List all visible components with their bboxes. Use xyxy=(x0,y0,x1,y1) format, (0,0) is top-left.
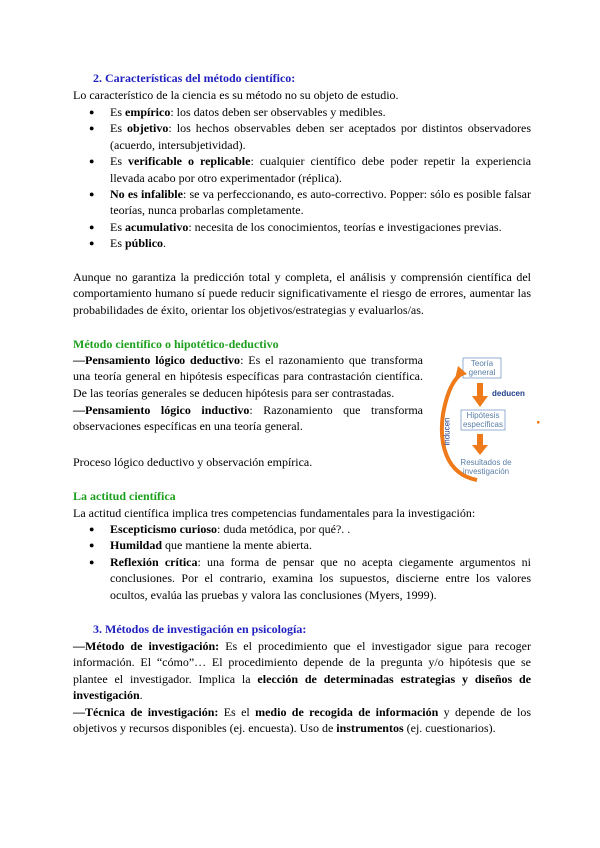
actitud-heading: La actitud científica xyxy=(73,489,176,503)
deductive-diagram xyxy=(437,352,549,490)
arrow-down-1-head xyxy=(472,396,488,407)
section-2-intro: Lo característico de la ciencia es su método no su objeto de estudio. xyxy=(73,88,399,102)
arrow-down-2-head xyxy=(472,445,488,455)
dot-marker xyxy=(537,421,540,424)
list-item: ● Es acumulativo: necesita de los conocimientos, teorías e investigaciones previas. xyxy=(73,219,531,235)
list-item: ● No es infalible: se va perfeccionando, es auto-correctivo. Popper: sólo es posible falsar teorías, nunca probarlas completamente. xyxy=(73,186,531,219)
list-item: ● Es público. xyxy=(73,235,531,251)
node-results: Resultados de investigación xyxy=(460,458,512,476)
label-deducen: deducen xyxy=(492,389,525,398)
list-item: ● Humildad que mantiene la mente abierta. xyxy=(73,537,531,553)
metodo-inductivo: —Pensamiento lógico inductivo: Razonamiento que transforma observaciones específicas en una teoría general. xyxy=(73,403,423,434)
metodo-investigacion-paragraph: —Método de investigación: Es el procedimiento que el investigador sigue para recoger información. El “cómo”… El procedimiento depende de la pregunta y/o hipótesis que se plantee el investigador. Implica la elección de determinadas estrategias y diseños de investigación. xyxy=(73,639,531,703)
list-item: ● Es objetivo: los hechos observables deben ser aceptados por distintos observadores (acuerdo, intersubjetividad). xyxy=(73,120,531,153)
node-hypothesis: Hipótesis específicas xyxy=(462,411,504,429)
tecnica-investigacion-paragraph: —Técnica de investigación: Es el medio de recogida de información y depende de los objetivos y recursos disponibles (ej. encuesta). Uso de instrumentos (ej. cuestionarios). xyxy=(73,705,532,736)
section-3-heading: 3. Métodos de investigación en psicología: xyxy=(93,622,307,636)
arrow-down-2 xyxy=(477,434,483,446)
actitud-intro: La actitud científica implica tres competencias fundamentales para la investigación: xyxy=(73,506,476,520)
metodo-deductivo: —Pensamiento lógico deductivo: Es el razonamiento que transforma una teoría general en hipótesis específicas para contrastación científica. De las teorías generales se deducen hipótesis para ser contrastadas. xyxy=(73,353,423,400)
characteristics-list xyxy=(73,104,531,252)
list-item: ● Reflexión crítica: una forma de pensar que no acepta ciegamente argumentos ni conclusiones. Por el contrario, examina los supuestos, discierne entre los valores ocultos, evalúa las pruebas y valora las conclusiones (Myers, 1999). xyxy=(73,554,531,603)
list-item: ● Es empírico: los datos deben ser observables y medibles. xyxy=(73,104,531,120)
section-2-paragraph: Aunque no garantiza la predicción total y completa, el análisis y comprensión científica del comportamiento humano sí puede reducir significativamente el riesgo de errores, aumentar las probabilidades de éxito, orientar los objetivos/estrategias y evaluarlos/as. xyxy=(73,270,531,317)
metodo-proceso: Proceso lógico deductivo y observación empírica. xyxy=(73,455,313,469)
list-item: ● Escepticismo curioso: duda metódica, por qué?. . xyxy=(73,521,531,537)
arrow-down-1 xyxy=(477,383,483,397)
section-2-heading: 2. Características del método científico: xyxy=(93,71,296,85)
label-inducen: inducen xyxy=(442,417,452,446)
list-item: ● Es verificable o replicable: cualquier científico debe poder repetir la experiencia llevada acabo por otro experimentador (réplica). xyxy=(73,153,531,186)
metodo-heading: Método científico o hipotético-deductivo xyxy=(73,337,279,351)
actitud-list xyxy=(73,521,531,603)
node-theory: Teoría general xyxy=(468,359,496,377)
